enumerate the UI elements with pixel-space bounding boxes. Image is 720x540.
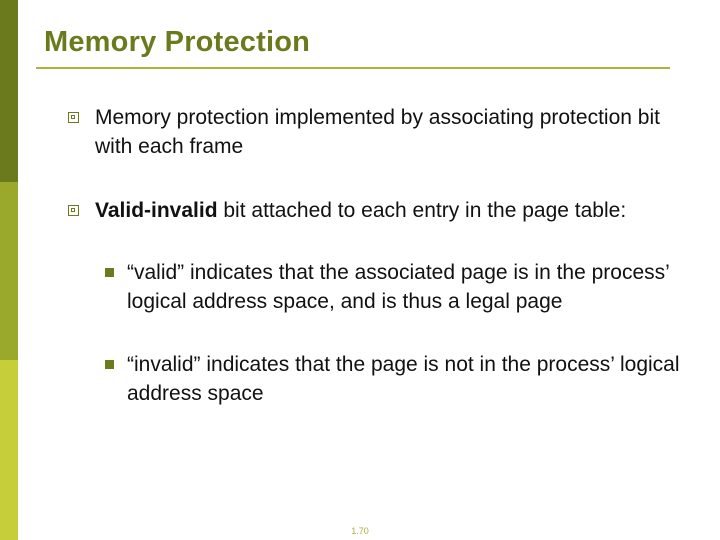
- filled-square-bullet-icon: [105, 360, 114, 369]
- left-accent-bar: [0, 0, 18, 540]
- bullet-2-text: [95, 196, 680, 225]
- title-underline: [36, 67, 670, 69]
- slide-title: Memory Protection: [44, 26, 311, 58]
- filled-square-bullet-icon: [105, 268, 114, 277]
- hollow-square-bullet-icon: [68, 205, 79, 216]
- page-number: 1.70: [351, 526, 369, 536]
- left-bar-mid-segment: [0, 182, 18, 360]
- left-bar-light-segment: [0, 360, 18, 540]
- subbullet-1-text: “valid” indicates that the associated page is in the process’ logical address space, and is thus a legal page: [127, 261, 670, 313]
- bullet-1-text: Memory protection implemented by associating protection bit with each frame: [95, 106, 660, 158]
- bullet-2-rest: bit attached to each entry in the page table:: [217, 199, 627, 222]
- bullet-2-bold-term: Valid-invalid: [95, 199, 218, 222]
- hollow-square-bullet-icon: [68, 112, 79, 123]
- left-bar-dark-segment: [0, 0, 18, 182]
- subbullet-2-text: “invalid” indicates that the page is not in the process’ logical address space: [127, 353, 680, 405]
